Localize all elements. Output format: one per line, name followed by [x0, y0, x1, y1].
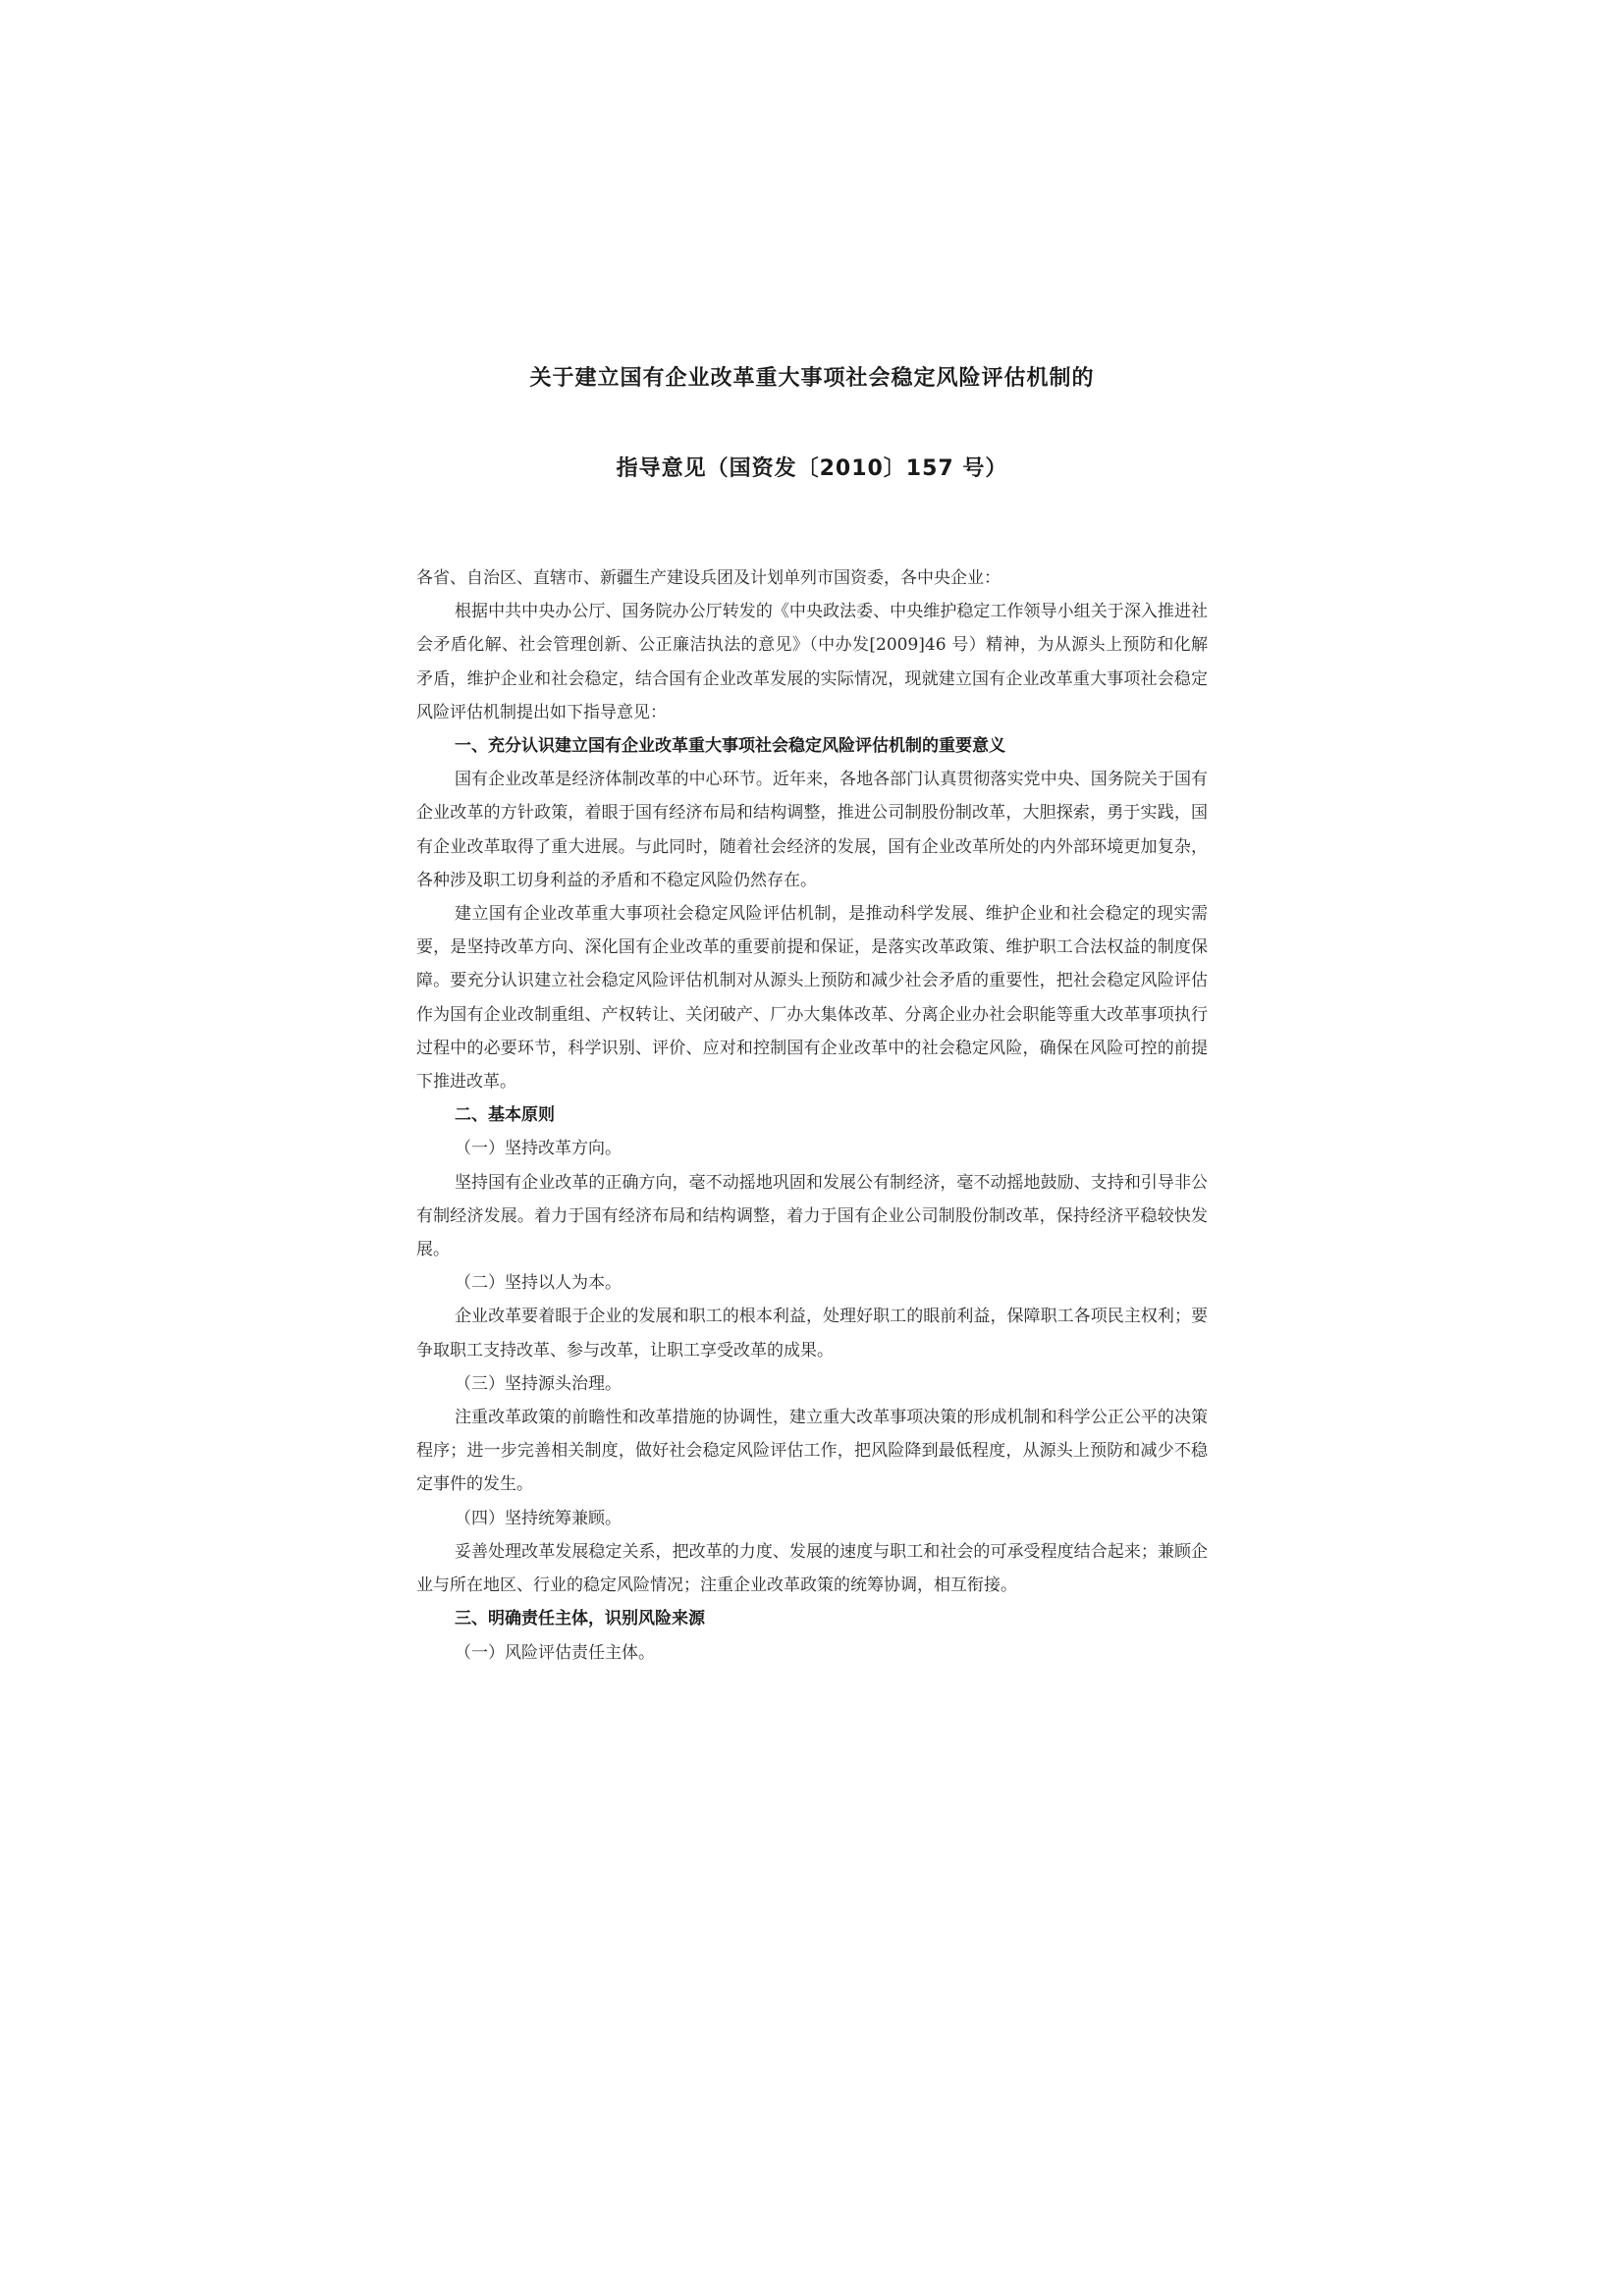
document-title-line-2: 指导意见（国资发〔2010〕157 号）	[616, 456, 1008, 481]
paragraph: 建立国有企业改革重大事项社会稳定风险评估机制，是推动科学发展、维护企业和社会稳定的现实需要，是坚持改革方向、深化国有企业改革的重要前提和保证，是落实改革政策、维护职工合法权益的制度保障。要充分认识建立社会稳定风险评估机制对从源头上预防和减少社会矛盾的重要性，把社会稳定风险评估作为国有企业改制重组、产权转让、关闭破产、厂办大集体改革、分离企业办社会职能等重大改革事项执行过程中的必要环节，科学识别、评价、应对和控制国有企业改革中的社会稳定风险，确保在风险可控的前提下推进改革。	[416, 904, 1208, 1093]
subheading: （四）坚持统筹兼顾。	[455, 1508, 622, 1528]
document-body	[416, 561, 1208, 1670]
paragraph: 根据中共中央办公厅、国务院办公厅转发的《中央政法委、中央维护稳定工作领导小组关于深入推进社会矛盾化解、社会管理创新、公正廉洁执法的意见》（中办发[2009]46 号）精神，为从源头上预防和化解矛盾，维护企业和社会稳定，结合国有企业改革发展的实际情况，现就建立国有企业改革重大事项社会稳定风险评估机制提出如下指导意见：	[416, 602, 1208, 722]
salutation: 各省、自治区、直辖市、新疆生产建设兵团及计划单列市国资委，各中央企业：	[416, 568, 1001, 588]
subheading: （一）风险评估责任主体。	[455, 1642, 655, 1663]
section-heading: 一、充分认识建立国有企业改革重大事项社会稳定风险评估机制的重要意义	[455, 736, 1005, 757]
paragraph: 坚持国有企业改革的正确方向，毫不动摇地巩固和发展公有制经济，毫不动摇地鼓励、支持和引导非公有制经济发展。着力于国有经济布局和结构调整，着力于国有企业公司制股份制改革，保持经济平稳较快发展。	[416, 1172, 1208, 1260]
section-heading: 二、基本原则	[455, 1105, 555, 1126]
section-heading: 三、明确责任主体，识别风险来源	[455, 1609, 705, 1629]
subheading: （一）坚持改革方向。	[455, 1139, 622, 1159]
paragraph: 国有企业改革是经济体制改革的中心环节。近年来，各地各部门认真贯彻落实党中央、国务院关于国有企业改革的方针政策，着眼于国有经济布局和结构调整，推进公司制股份制改革，大胆探索，勇于实践，国有企业改革取得了重大进展。与此同时，随着社会经济的发展，国有企业改革所处的内外部环境更加复杂，各种涉及职工切身利益的矛盾和不稳定风险仍然存在。	[416, 770, 1208, 890]
document-title-line-1: 关于建立国有企业改革重大事项社会稳定风险评估机制的	[529, 366, 1095, 391]
paragraph: 妥善处理改革发展稳定关系，把改革的力度、发展的速度与职工和社会的可承受程度结合起来；兼顾企业与所在地区、行业的稳定风险情况；注重企业改革政策的统筹协调，相互衔接。	[416, 1541, 1208, 1596]
subheading: （二）坚持以人为本。	[455, 1273, 622, 1294]
paragraph: 企业改革要着眼于企业的发展和职工的根本利益，处理好职工的眼前利益，保障职工各项民主权利；要争取职工支持改革、参与改革，让职工享受改革的成果。	[416, 1307, 1208, 1361]
paragraph: 注重改革政策的前瞻性和改革措施的协调性，建立重大改革事项决策的形成机制和科学公正公平的决策程序；进一步完善相关制度，做好社会稳定风险评估工作，把风险降到最低程度，从源头上预防和减少不稳定事件的发生。	[416, 1408, 1208, 1495]
subheading: （三）坚持源头治理。	[455, 1373, 622, 1394]
